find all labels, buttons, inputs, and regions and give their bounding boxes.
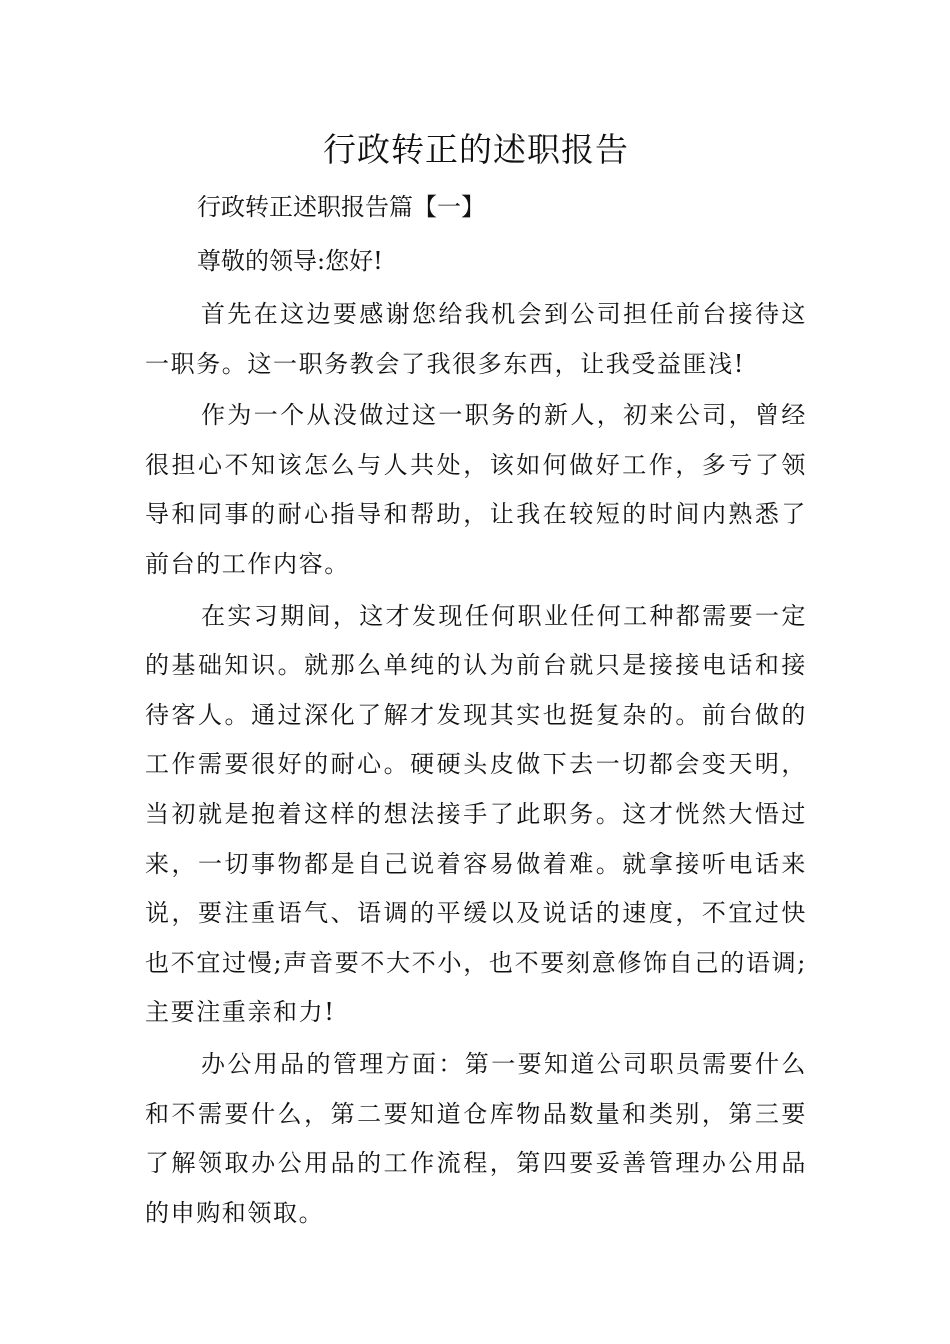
document-page: [145, 120, 807, 1240]
body-paragraph-3: 在实习期间，这才发现任何职业任何工种都需要一定的基础知识。就那么单纯的认为前台就只是接接电话和接待客人。通过深化了解才发现其实也挺复杂的。前台做的工作需要很好的耐心。硬硬头皮做下去一切都会变天明，当初就是抱着这样的想法接手了此职务。这才恍然大悟过来，一切事物都是自己说着容易做着难。就拿接听电话来说，要注重语气、语调的平缓以及说话的速度，不宜过快也不宜过慢;声音要不大不小，也不要刻意修饰自己的语调;主要注重亲和力!: [145, 601, 807, 1027]
section-heading: 行政转正述职报告篇【一】: [197, 193, 485, 221]
document-title: 行政转正的述职报告: [323, 130, 629, 169]
body-paragraph-4: 办公用品的管理方面：第一要知道公司职员需要什么和不需要什么，第二要知道仓库物品数量和类别，第三要了解领取办公用品的工作流程，第四要妥善管理办公用品的申购和领取。: [145, 1049, 807, 1227]
body-paragraph-1: 首先在这边要感谢您给我机会到公司担任前台接待这一职务。这一职务教会了我很多东西，让我受益匪浅!: [145, 300, 807, 378]
greeting-line: 尊敬的领导:您好!: [197, 247, 383, 275]
body-paragraph-2: 作为一个从没做过这一职务的新人，初来公司，曾经很担心不知该怎么与人共处，该如何做好工作，多亏了领导和同事的耐心指导和帮助，让我在较短的时间内熟悉了前台的工作内容。: [145, 401, 807, 578]
